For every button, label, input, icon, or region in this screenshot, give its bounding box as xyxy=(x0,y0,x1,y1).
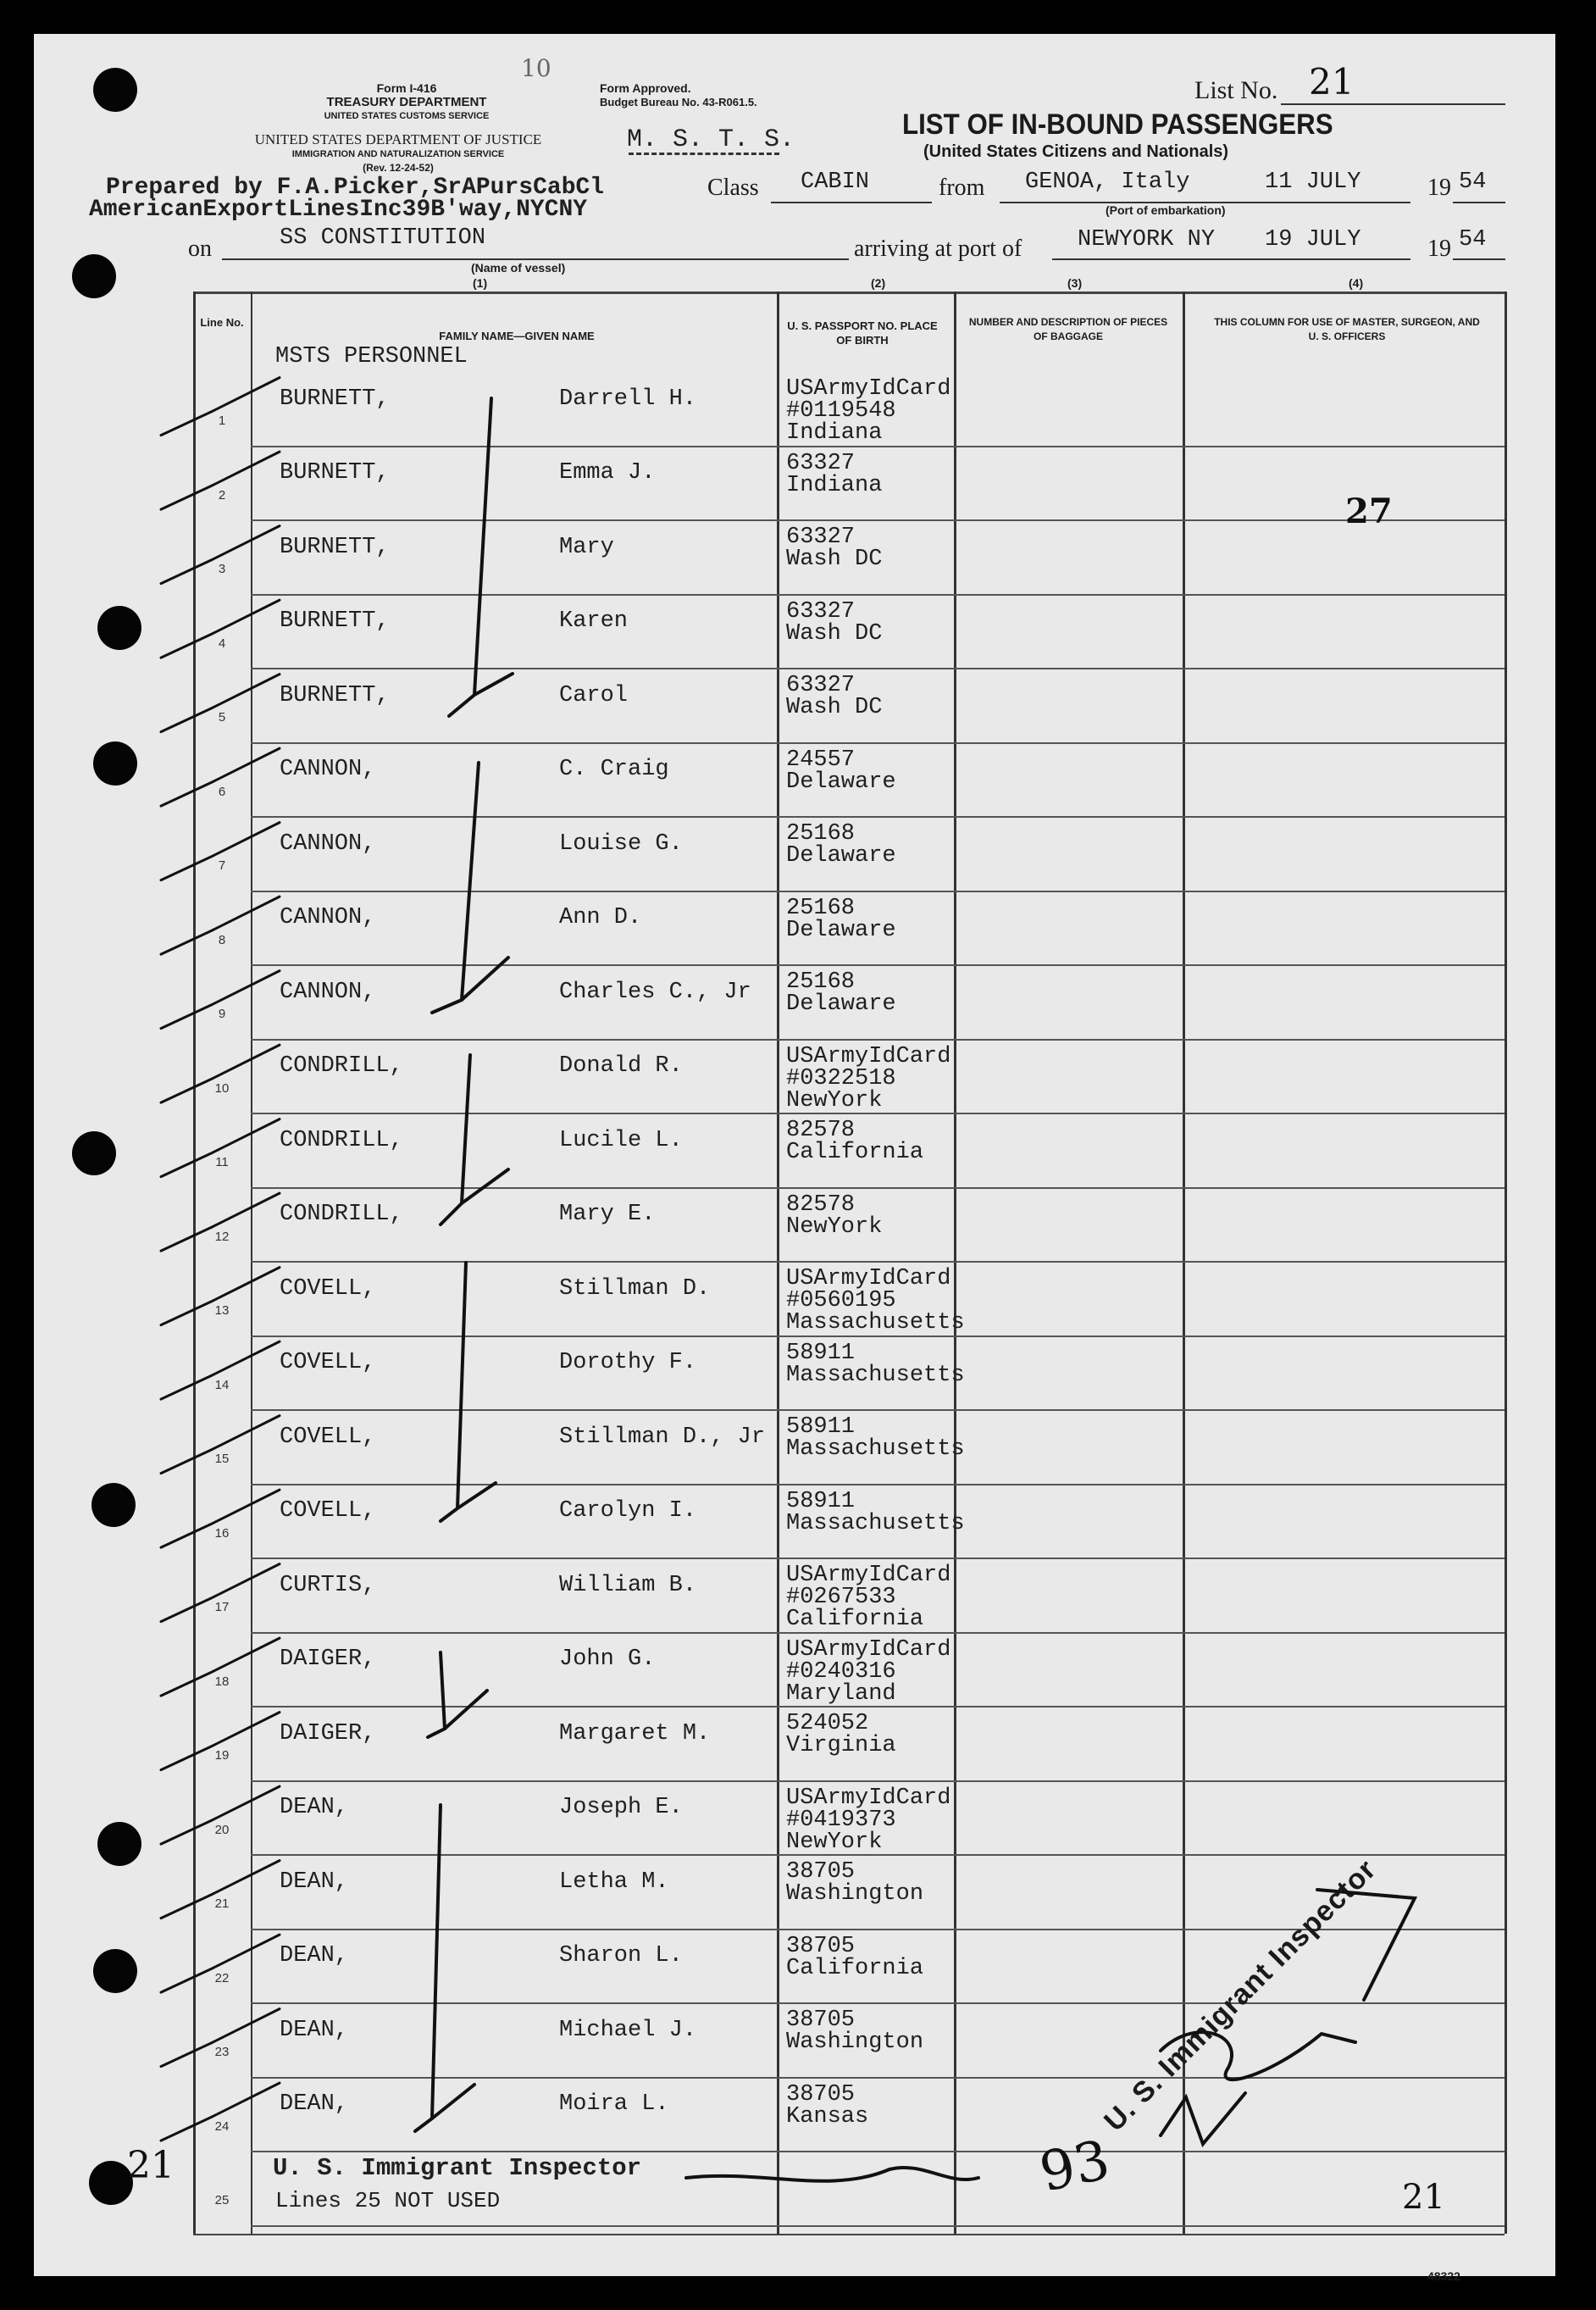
passport-line2: Massachusetts xyxy=(786,1510,965,1536)
given-name: Emma J. xyxy=(559,460,656,486)
passport-line2: #0419373 xyxy=(786,1807,896,1833)
family-name: COVELL, xyxy=(280,1275,376,1302)
row-checkmark xyxy=(161,378,280,436)
class-label: Class xyxy=(707,175,759,201)
arrival-date: 19 JULY xyxy=(1265,227,1361,253)
passport-line2: California xyxy=(786,1955,924,1981)
form-approved: Form Approved. xyxy=(600,81,691,95)
row-line-number: 7 xyxy=(218,858,226,874)
stamp-number: 21 xyxy=(1402,2178,1445,2217)
row-checkmark xyxy=(161,1268,280,1325)
col4-number: (4) xyxy=(1349,276,1364,290)
passport-line2: #0322518 xyxy=(786,1065,896,1091)
passport-line2: Indiana xyxy=(786,472,883,498)
header-baggage: NUMBER AND DESCRIPTION OF PIECES OF BAGGAGE xyxy=(968,316,1168,342)
from-label: from xyxy=(939,175,985,201)
row-line-number: 4 xyxy=(218,636,226,651)
given-name: Sharon L. xyxy=(559,1943,683,1969)
passport-line1: 82578 xyxy=(786,1191,856,1218)
header-line-no: Line No. xyxy=(200,316,244,329)
row-line-number: 17 xyxy=(214,1600,230,1615)
passport-line2: Delaware xyxy=(786,843,896,869)
embark-year-prefix: 19 xyxy=(1427,175,1451,201)
given-name: Dorothy F. xyxy=(559,1350,697,1376)
bracket-daiger xyxy=(428,1652,487,1737)
given-name: Moira L. xyxy=(559,2091,669,2118)
family-name: CURTIS, xyxy=(280,1572,376,1598)
arrival-year: 54 xyxy=(1459,227,1487,253)
given-name: Karen xyxy=(559,608,629,635)
passport-line1: USArmyIdCard xyxy=(786,1043,951,1069)
row-line-number: 16 xyxy=(214,1525,230,1541)
justice-dept: UNITED STATES DEPARTMENT OF JUSTICE xyxy=(254,131,542,147)
row-checkmark xyxy=(161,971,280,1029)
list-no-label: List No. xyxy=(1194,76,1278,104)
list-no-value: 21 xyxy=(1309,61,1355,103)
family-name: CANNON, xyxy=(280,905,376,931)
budget-bureau: Budget Bureau No. 43-R061.5. xyxy=(600,96,757,108)
passport-line1: 25168 xyxy=(786,969,856,995)
passport-line1: 63327 xyxy=(786,525,856,550)
row-line-number: 21 xyxy=(214,1896,230,1912)
row-checkmark xyxy=(161,1490,280,1547)
passport-line1: 38705 xyxy=(786,1933,856,1959)
family-name: DEAN, xyxy=(280,2091,349,2118)
passport-line1: 63327 xyxy=(786,673,856,698)
passport-line1: 524052 xyxy=(786,1711,869,1736)
row-checkmark xyxy=(161,748,280,806)
row-checkmark xyxy=(161,452,280,509)
passport-line3: Indiana xyxy=(786,420,883,446)
row-checkmark xyxy=(161,1786,280,1844)
passport-line2: #0119548 xyxy=(786,398,896,424)
row-line-number: 12 xyxy=(214,1229,230,1244)
row-checkmark xyxy=(161,1416,280,1474)
family-name: CANNON, xyxy=(280,979,376,1005)
passport-line1: 25168 xyxy=(786,895,856,921)
row-line-number: 18 xyxy=(214,1674,230,1689)
row-line-number: 24 xyxy=(214,2118,230,2134)
officer-count: 27 xyxy=(1345,491,1393,531)
row-line-number: 20 xyxy=(214,1822,230,1837)
row-checkmark xyxy=(161,897,280,954)
arrival-port: NEWYORK NY xyxy=(1078,227,1216,253)
typed-inspector-label: U. S. Immigrant Inspector xyxy=(273,2154,642,2182)
given-name: Michael J. xyxy=(559,2017,697,2043)
inspector-underline xyxy=(686,2168,978,2181)
passport-line2: NewYork xyxy=(786,1213,883,1240)
bracket-burnett xyxy=(449,398,513,716)
passport-line2: Massachusetts xyxy=(786,1362,965,1388)
passport-line1: USArmyIdCard xyxy=(786,1563,951,1588)
given-name: Joseph E. xyxy=(559,1795,683,1821)
row-line-number: 25 xyxy=(214,2193,230,2208)
row-line-number: 19 xyxy=(214,1748,230,1763)
page-title: LIST OF IN-BOUND PASSENGERS xyxy=(902,108,1333,141)
passport-line1: 58911 xyxy=(786,1414,856,1440)
prepared-by-line1: Prepared by F.A.Picker,SrAPursCabCl xyxy=(106,175,605,201)
family-name: CONDRILL, xyxy=(280,1127,403,1153)
revision-date: (Rev. 12-24-52) xyxy=(363,162,434,174)
passport-line2: Massachusetts xyxy=(786,1436,965,1462)
given-name: Letha M. xyxy=(559,1869,669,1895)
passport-line1: 63327 xyxy=(786,598,856,625)
ins-service: IMMIGRATION AND NATURALIZATION SERVICE xyxy=(291,149,505,159)
row-line-number: 13 xyxy=(214,1303,230,1319)
arriving-label: arriving at port of xyxy=(854,236,1022,262)
col2-number: (2) xyxy=(871,276,886,290)
passport-line2: #0267533 xyxy=(786,1585,896,1610)
given-name: Stillman D., Jr xyxy=(559,1424,766,1450)
family-name: CANNON, xyxy=(280,830,376,857)
row-checkmark xyxy=(161,1193,280,1251)
given-name: William B. xyxy=(559,1572,697,1598)
passport-line1: 38705 xyxy=(786,2007,856,2033)
passport-line2: Wash DC xyxy=(786,695,883,720)
family-name: CONDRILL, xyxy=(280,1202,403,1228)
row-line-number: 23 xyxy=(214,2045,230,2060)
group-label: MSTS PERSONNEL xyxy=(275,344,468,369)
header-family-name: FAMILY NAME—GIVEN NAME xyxy=(439,330,595,342)
row-line-number: 1 xyxy=(218,414,226,429)
port-of-embarkation: GENOA, Italy xyxy=(1025,169,1190,195)
passport-line2: Virginia xyxy=(786,1733,896,1758)
family-name: COVELL, xyxy=(280,1424,376,1450)
bracket-condrill xyxy=(441,1055,508,1224)
bracket-cannon xyxy=(432,763,508,1013)
passport-line3: Massachusetts xyxy=(786,1310,965,1335)
passport-line2: Delaware xyxy=(786,991,896,1017)
family-name: COVELL, xyxy=(280,1350,376,1376)
family-name: DAIGER, xyxy=(280,1646,376,1673)
row-line-number: 2 xyxy=(218,487,226,503)
bracket-dean xyxy=(415,1805,474,2131)
passport-line2: Washington xyxy=(786,2030,924,2055)
passport-line1: USArmyIdCard xyxy=(786,376,951,402)
row-checkmark xyxy=(161,2083,280,2141)
row-checkmark xyxy=(161,823,280,880)
row-line-number: 5 xyxy=(218,710,226,725)
arrival-year-prefix: 19 xyxy=(1427,236,1451,262)
passport-line1: USArmyIdCard xyxy=(786,1785,951,1811)
passport-line1: 58911 xyxy=(786,1340,856,1366)
row-line-number: 22 xyxy=(214,1970,230,1985)
given-name: Charles C., Jr xyxy=(559,979,751,1005)
passport-line1: 58911 xyxy=(786,1488,856,1514)
family-name: BURNETT, xyxy=(280,460,390,486)
row-checkmark xyxy=(161,1119,280,1177)
given-name: John G. xyxy=(559,1646,656,1673)
row-line-number: 11 xyxy=(215,1155,229,1170)
header-passport: U. S. PASSPORT NO. PLACE OF BIRTH xyxy=(787,319,938,347)
family-name: BURNETT, xyxy=(280,682,390,708)
passport-line2: Wash DC xyxy=(786,547,883,572)
given-name: Ann D. xyxy=(559,905,642,931)
passport-line2: California xyxy=(786,1140,924,1165)
lines-not-used: Lines 25 NOT USED xyxy=(275,2188,501,2213)
initials-scrawl xyxy=(1161,2093,1245,2144)
col3-number: (3) xyxy=(1067,276,1083,290)
given-name: Stillman D. xyxy=(559,1275,711,1302)
family-name: CANNON, xyxy=(280,757,376,783)
customs-service: UNITED STATES CUSTOMS SERVICE xyxy=(324,111,490,121)
passport-line1: USArmyIdCard xyxy=(786,1266,951,1291)
passport-line3: NewYork xyxy=(786,1829,883,1855)
left-margin-number: 21 xyxy=(127,2144,175,2187)
port-embark-caption: (Port of embarkation) xyxy=(1106,203,1226,217)
row-checkmark xyxy=(161,2009,280,2067)
family-name: BURNETT, xyxy=(280,534,390,560)
passport-line1: 38705 xyxy=(786,1859,856,1885)
family-name: DEAN, xyxy=(280,2017,349,2043)
passport-line1: 38705 xyxy=(786,2081,856,2107)
vessel-name: SS CONSTITUTION xyxy=(280,225,486,251)
given-name: Mary xyxy=(559,534,614,560)
passport-line3: NewYork xyxy=(786,1087,883,1113)
row-line-number: 8 xyxy=(218,932,226,947)
form-number: Form I-416 xyxy=(376,81,437,95)
row-checkmark xyxy=(161,1713,280,1770)
row-line-number: 10 xyxy=(214,1080,230,1096)
msts-label: M. S. T. S. xyxy=(627,125,795,154)
row-checkmark xyxy=(161,600,280,658)
row-checkmark xyxy=(161,675,280,732)
given-name: Carolyn I. xyxy=(559,1498,697,1524)
given-name: Carol xyxy=(559,682,629,708)
given-name: Louise G. xyxy=(559,830,683,857)
signature-scrawl xyxy=(1161,1890,1415,2080)
passport-line1: 63327 xyxy=(786,450,856,476)
family-name: DEAN, xyxy=(280,1869,349,1895)
given-name: Lucile L. xyxy=(559,1127,683,1153)
passport-line2: #0240316 xyxy=(786,1658,896,1685)
row-checkmark xyxy=(161,1861,280,1919)
page-subtitle: (United States Citizens and Nationals) xyxy=(923,142,1229,161)
row-line-number: 14 xyxy=(214,1377,230,1392)
given-name: C. Craig xyxy=(559,757,669,783)
bracket-covell xyxy=(441,1263,496,1521)
passport-line2: Washington xyxy=(786,1881,924,1907)
passport-line3: Maryland xyxy=(786,1680,896,1707)
family-name: BURNETT, xyxy=(280,608,390,635)
header-officers: THIS COLUMN FOR USE OF MASTER, SURGEON, AND U. S. OFFICERS xyxy=(1214,316,1480,342)
family-name: CONDRILL, xyxy=(280,1053,403,1080)
family-name: DEAN, xyxy=(280,1943,349,1969)
passport-line1: USArmyIdCard xyxy=(786,1636,951,1663)
row-checkmark xyxy=(161,1638,280,1696)
passport-line3: California xyxy=(786,1607,924,1632)
family-name: COVELL, xyxy=(280,1498,376,1524)
treasury-dept: TREASURY DEPARTMENT xyxy=(326,95,487,109)
passport-line1: 24557 xyxy=(786,747,856,773)
row-checkmark xyxy=(161,526,280,584)
on-label: on xyxy=(188,236,212,262)
col1-number: (1) xyxy=(473,276,488,290)
prepared-by-line2: AmericanExportLinesInc39B'way,NYCNY xyxy=(89,197,588,223)
passport-line2: Delaware xyxy=(786,769,896,795)
passport-line1: 25168 xyxy=(786,821,856,847)
passport-line2: Delaware xyxy=(786,917,896,943)
given-name: Mary E. xyxy=(559,1202,656,1228)
row-line-number: 6 xyxy=(218,784,226,799)
row-checkmark xyxy=(161,1935,280,1992)
embarkation-date: 11 JULY xyxy=(1265,169,1361,195)
class-value: CABIN xyxy=(801,169,870,195)
passport-line2: #0560195 xyxy=(786,1288,896,1313)
vessel-caption: (Name of vessel) xyxy=(471,261,566,275)
embark-year: 54 xyxy=(1459,169,1487,195)
row-checkmark xyxy=(161,1564,280,1622)
row-checkmark xyxy=(161,1045,280,1102)
passport-line2: Wash DC xyxy=(786,620,883,647)
row-line-number: 9 xyxy=(218,1007,226,1022)
passport-line1: 82578 xyxy=(786,1118,856,1143)
family-name: BURNETT, xyxy=(280,386,390,412)
given-name: Donald R. xyxy=(559,1053,683,1080)
corner-handwritten-number: 10 xyxy=(521,54,551,82)
row-line-number: 15 xyxy=(214,1452,230,1467)
row-checkmark xyxy=(161,1341,280,1399)
family-name: DAIGER, xyxy=(280,1720,376,1746)
given-name: Darrell H. xyxy=(559,386,697,412)
row-line-number: 3 xyxy=(218,562,226,577)
given-name: Margaret M. xyxy=(559,1720,711,1746)
family-name: DEAN, xyxy=(280,1795,349,1821)
footer-code: 48322 xyxy=(1427,2269,1460,2283)
passport-line2: Kansas xyxy=(786,2103,869,2130)
signature-note: 93 xyxy=(1034,2129,1116,2205)
inspector-stamp: U. S. Immigrant Inspector xyxy=(1098,1852,1383,2138)
